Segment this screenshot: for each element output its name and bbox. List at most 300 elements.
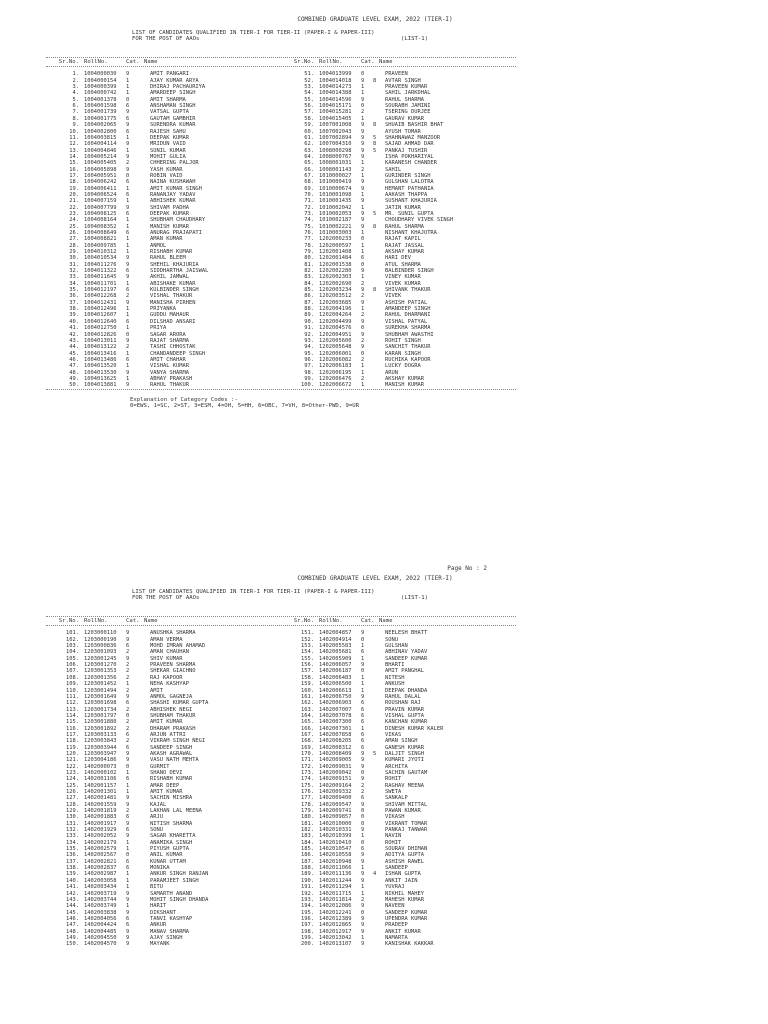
category-code: 9 (361, 776, 365, 783)
candidate-column-right (281, 71, 516, 388)
candidate-name: RISHABH KUMAR (150, 249, 193, 256)
sr-no: 24. (69, 217, 79, 224)
category-code: 1 (126, 90, 130, 97)
sr-no: 64. (304, 153, 314, 160)
candidate-name: NEELESH BHATT (385, 630, 428, 637)
roll-no: 1010000027 (319, 172, 352, 179)
sr-no: 44. (69, 344, 79, 351)
candidate-name: RUCHIKA KAPOOR (385, 356, 431, 363)
category-code: 9 (126, 382, 130, 389)
roll-no: 1004009785 (84, 242, 117, 249)
roll-no: 1202006672 (319, 382, 352, 389)
roll-no: 1004008164 (84, 217, 117, 224)
category-code: 1 (126, 877, 130, 884)
roll-no: 1203001649 (84, 693, 117, 700)
roll-no: 1402006057 (319, 662, 352, 669)
candidate-name: SIDDHARTHA JAISWAL (150, 268, 209, 275)
category-code: 9 (126, 122, 130, 129)
category-code: 1 (126, 77, 130, 84)
sub-category-code: 8 (373, 141, 377, 148)
roll-no: 1203001245 (84, 655, 117, 662)
roll-no: 1402010558 (319, 852, 352, 859)
candidate-name: AMIT KUMAR (150, 719, 183, 726)
category-code: 6 (126, 230, 130, 236)
category-code: 9 (361, 331, 365, 338)
sr-no: 39. (69, 312, 79, 319)
category-code: 9 (126, 757, 130, 764)
bottom-rule (46, 389, 516, 391)
roll-no: 1402009005 (319, 757, 352, 764)
roll-no: 1202004951 (319, 331, 352, 338)
category-code: 0 (361, 820, 365, 827)
roll-no: 1203003947 (84, 750, 117, 757)
roll-no: 1004002800 (84, 128, 117, 135)
category-code: 9 (361, 871, 365, 878)
sr-no: 58. (304, 115, 314, 122)
candidate-name: PIYUSH GUPTA (150, 846, 189, 853)
roll-no: 1004013122 (84, 344, 117, 351)
sr-no: 104. (66, 649, 79, 656)
sr-no: 125. (66, 782, 79, 789)
sr-no: 136. (66, 852, 79, 859)
candidate-name: VIKRANT TOMAR (385, 820, 428, 827)
sr-no: 41. (69, 325, 79, 332)
roll-no: 1402004914 (319, 636, 352, 643)
category-code: 9 (126, 890, 130, 897)
category-code: 2 (126, 160, 130, 167)
category-code: 6 (126, 356, 130, 363)
roll-no: 1004007799 (84, 204, 117, 211)
category-code: 1 (126, 769, 130, 776)
category-code: 9 (361, 662, 365, 669)
category-code: 9 (361, 318, 365, 325)
sr-no: 23. (69, 210, 79, 217)
category-code: 9 (126, 299, 130, 306)
category-code: 9 (126, 255, 130, 262)
candidate-name: KULBINDER SINGH (150, 287, 199, 294)
candidate-name: ASHISH PATIAL (385, 299, 428, 306)
sr-no: 184. (301, 839, 314, 846)
category-code: 1 (361, 84, 365, 91)
roll-no: 1402012086 (319, 903, 352, 910)
category-code: 9 (126, 750, 130, 757)
sr-no: 106. (66, 662, 79, 669)
category-code: 2 (361, 896, 365, 903)
roll-no: 1402009042 (319, 769, 352, 776)
candidate-name: PRAVEEN KUMAR (385, 84, 428, 91)
category-code: 6 (126, 103, 130, 110)
category-code: 2 (126, 808, 130, 815)
sr-no: 51. (304, 71, 314, 78)
sr-no: 72. (304, 204, 314, 211)
roll-no: 1203001270 (84, 662, 117, 669)
sr-no: 187. (301, 858, 314, 865)
roll-no: 1402003744 (84, 896, 117, 903)
exam-title: COMBINED GRADUATE LEVEL EXAM, 2022 (TIER-I) (297, 575, 453, 582)
candidate-name: MANISHA PIRHEN (150, 299, 196, 306)
sr-no: 31. (69, 261, 79, 268)
sr-no: 28. (69, 242, 79, 249)
roll-no: 1004000154 (84, 77, 117, 84)
category-code: 0 (361, 236, 365, 243)
candidate-name: NITESH (385, 674, 405, 681)
candidate-name: AAKASH THAPPA (385, 191, 428, 198)
candidate-name: TSERING DURJEE (385, 109, 431, 116)
candidate-name: GANESH KUMAR (385, 744, 424, 751)
candidate-name: MR. SUNIL GUPTA (385, 210, 434, 217)
candidate-name: ANSHAMAN SINGH (150, 103, 196, 110)
sr-no: 33. (69, 274, 79, 281)
category-code: 1 (126, 236, 130, 243)
sr-no: 152. (301, 636, 314, 643)
sr-no: 19. (69, 185, 79, 192)
category-code: 9 (361, 122, 365, 129)
header-name: Name (379, 59, 393, 66)
candidate-row (46, 382, 281, 388)
roll-no: 1402003058 (84, 877, 117, 884)
candidate-name: GULSHAN LALOTRA (385, 179, 434, 186)
candidate-name: MONIKA (150, 865, 170, 872)
category-code: 1 (126, 84, 130, 91)
candidate-name: KANCHAN KUMAR (385, 719, 428, 726)
roll-no: 1004006242 (84, 179, 117, 186)
sr-no: 109. (66, 681, 79, 688)
category-code: 9 (126, 636, 130, 643)
sr-no: 30. (69, 255, 79, 262)
category-code: 9 (361, 877, 365, 884)
sr-no: 115. (66, 719, 79, 726)
sr-no: 120. (66, 750, 79, 757)
category-code: 9 (126, 795, 130, 802)
roll-no: 1004000399 (84, 84, 117, 91)
category-code: 1 (126, 242, 130, 249)
roll-no: 1202005600 (319, 337, 352, 344)
candidate-name: SHAHNAWAZ MANZOOR (385, 134, 441, 141)
roll-no: 1402002821 (84, 858, 117, 865)
roll-no: 1202002280 (319, 268, 352, 275)
roll-no: 1202001538 (319, 261, 352, 268)
category-code: 9 (361, 96, 365, 103)
candidate-name: SACHIN GAUTAM (385, 769, 428, 776)
candidate-name: AMANDEEP SINGH (385, 306, 431, 313)
candidate-name: CHHERING PALJOR (150, 160, 199, 167)
roll-no: 1402009400 (319, 795, 352, 802)
category-code: 9 (126, 655, 130, 662)
sr-no: 200. (301, 941, 314, 948)
candidate-name: SHIVAM MITTAL (385, 801, 428, 808)
header-name: Name (379, 618, 393, 625)
category-code: 2 (126, 674, 130, 681)
sr-no: 96. (304, 356, 314, 363)
category-code: 9 (361, 185, 365, 192)
candidate-name: SOURABH JAMINI (385, 103, 431, 110)
category-code: 0 (361, 325, 365, 332)
roll-no: 1004015281 (319, 109, 352, 116)
roll-no: 1202000597 (319, 242, 352, 249)
sr-no: 155. (301, 655, 314, 662)
sr-no: 67. (304, 172, 314, 179)
category-code: 2 (361, 166, 365, 173)
roll-no: 1004015405 (319, 115, 352, 122)
roll-no: 1402011294 (319, 884, 352, 891)
candidate-name: DIKSHANT (150, 909, 176, 916)
sr-no: 144. (66, 903, 79, 910)
category-code: 6 (361, 712, 365, 719)
category-code: 2 (126, 668, 130, 675)
category-code: 0 (126, 96, 130, 103)
sr-no: 172. (301, 763, 314, 770)
candidate-name: VIKRAM SINGH NEGI (150, 738, 206, 745)
category-code: 1 (361, 890, 365, 897)
candidate-name: MAYANK (150, 941, 170, 948)
candidate-name: PARAMJEET SINGH (150, 877, 199, 884)
category-code: 9 (361, 693, 365, 700)
sr-no: 198. (301, 928, 314, 935)
sr-no: 143. (66, 896, 79, 903)
candidate-name: KARAN SINGH (385, 350, 421, 357)
roll-no: 1004014596 (319, 96, 352, 103)
sr-no: 52. (304, 77, 314, 84)
roll-no: 1004005951 (84, 172, 117, 179)
sr-no: 107. (66, 668, 79, 675)
candidate-name: AMIT KUMAR (150, 789, 183, 795)
category-code: 0 (361, 71, 365, 78)
header-rollno: RollNo. (319, 618, 343, 625)
category-code: 9 (126, 801, 130, 808)
roll-no: 1010000674 (319, 185, 352, 192)
category-code: 1 (361, 115, 365, 122)
candidate-name: SANDEEP (385, 865, 408, 872)
candidate-name: DHARAM PRAKASH (150, 725, 196, 732)
roll-no: 1203001093 (84, 649, 117, 656)
candidate-name: ROHIT (385, 776, 402, 783)
candidate-name: PRAVIN KUMAR (385, 706, 424, 713)
roll-no: 1203001892 (84, 725, 117, 732)
category-code: 9 (361, 801, 365, 808)
category-code: 9 (361, 210, 365, 217)
candidate-name: ISHA POKHARIYAL (385, 153, 434, 160)
sr-no: 181. (301, 820, 314, 827)
category-code: 2 (126, 725, 130, 732)
roll-no: 1402001301 (84, 789, 117, 795)
category-code: 9 (126, 820, 130, 827)
category-code: 6 (126, 318, 130, 325)
candidate-name: SAMARTH ANAND (150, 890, 193, 897)
category-code: 9 (361, 287, 365, 294)
roll-no: 1402008312 (319, 744, 352, 751)
sr-no: 56. (304, 103, 314, 110)
candidate-name: PRADEEP (385, 922, 408, 929)
header-cat: Cat. (126, 59, 140, 66)
sr-no: 60. (304, 128, 314, 135)
category-code: 1 (126, 185, 130, 192)
sr-no: 50. (69, 382, 79, 389)
candidate-name: AMAN CHAUHAN (150, 649, 189, 656)
candidate-name: RAHUL SHARMA (385, 96, 424, 103)
sr-no: 111. (66, 693, 79, 700)
sr-no: 14. (69, 153, 79, 160)
category-code: 9 (126, 204, 130, 211)
category-code: 9 (361, 128, 365, 135)
roll-no: 1202001408 (319, 249, 352, 256)
roll-no: 1202003512 (319, 293, 352, 300)
candidate-name: TASHI CHHOSTAK (150, 344, 196, 351)
roll-no: 1402010331 (319, 827, 352, 834)
category-code: 2 (126, 649, 130, 656)
candidate-name: ABISHAKE KUMAR (150, 280, 196, 287)
sr-no: 13. (69, 147, 79, 154)
roll-no: 1402001929 (84, 827, 117, 834)
category-code: 6 (126, 128, 130, 135)
roll-no: 1008001143 (319, 166, 352, 173)
category-code: 6 (126, 827, 130, 834)
sr-no: 134. (66, 839, 79, 846)
category-code: 6 (126, 191, 130, 198)
sr-no: 17. (69, 172, 79, 179)
roll-no: 1008000767 (319, 153, 352, 160)
roll-no: 1402007078 (319, 712, 352, 719)
candidate-name: VANYA SHARMA (150, 369, 189, 376)
category-code: 1 (126, 363, 130, 370)
sub-category-code: 5 (373, 210, 377, 217)
sr-no: 76. (304, 230, 314, 236)
sr-no: 88. (304, 306, 314, 313)
candidate-row (46, 941, 281, 947)
sr-no: 112. (66, 700, 79, 707)
roll-no: 1203001452 (84, 681, 117, 688)
category-code: 9 (361, 223, 365, 230)
candidate-name: GURINDER SINGH (385, 172, 431, 179)
category-code: 1 (126, 871, 130, 878)
category-code: 6 (361, 255, 365, 262)
roll-no: 1004010534 (84, 255, 117, 262)
roll-no: 1402012865 (319, 922, 352, 929)
category-code: 6 (361, 649, 365, 656)
sr-no: 137. (66, 858, 79, 865)
category-code: 6 (361, 795, 365, 802)
sr-no: 168. (301, 738, 314, 745)
sr-no: 176. (301, 789, 314, 795)
list-number: (LIST-1) (401, 595, 428, 602)
roll-no: 1004003815 (84, 134, 117, 141)
roll-no: 1402005583 (319, 643, 352, 650)
sr-no: 18. (69, 179, 79, 186)
sr-no: 91. (304, 325, 314, 332)
candidate-name: SANDEEP KUMAR (385, 655, 428, 662)
category-code: 1 (361, 934, 365, 941)
sr-no: 87. (304, 299, 314, 306)
sr-no: 114. (66, 712, 79, 719)
category-code: 6 (126, 776, 130, 783)
category-code: 9 (361, 141, 365, 148)
sr-no: 124. (66, 776, 79, 783)
sr-no: 149. (66, 934, 79, 941)
sr-no: 71. (304, 198, 314, 205)
category-code: 1 (126, 789, 130, 795)
category-code: 9 (126, 909, 130, 916)
candidate-name: RAJ KAPOOR (150, 674, 183, 681)
header-rollno: RollNo. (319, 59, 343, 66)
sr-no: 97. (304, 363, 314, 370)
candidate-name: ANKUR SINGH RANJAN (150, 871, 209, 878)
sr-no: 179. (301, 808, 314, 815)
category-code: 6 (126, 268, 130, 275)
category-code: 2 (126, 687, 130, 694)
category-code: 6 (126, 643, 130, 650)
candidate-name: AJAY KUMAR ARYA (150, 77, 199, 84)
sr-no: 135. (66, 846, 79, 853)
candidate-name: RANANJAY YADAV (150, 191, 196, 198)
candidate-row (281, 941, 516, 947)
roll-no: 1203001353 (84, 668, 117, 675)
candidate-name: RAGHAV MEENA (385, 782, 424, 789)
candidate-name: ARCHITA (385, 763, 408, 770)
candidate-name: YUVRAJ (385, 884, 405, 891)
category-code: 1 (126, 312, 130, 319)
sr-no: 40. (69, 318, 79, 325)
roll-no: 1004013999 (319, 71, 352, 78)
candidate-name: ANMOL (150, 242, 167, 249)
sr-no: 29. (69, 249, 79, 256)
sr-no: 117. (66, 731, 79, 738)
sr-no: 6. (72, 103, 79, 110)
candidate-name: SAGAR KHARETTA (150, 833, 196, 840)
category-code: 0 (361, 839, 365, 846)
roll-no: 1010002221 (319, 223, 352, 230)
roll-no: 1004001739 (84, 109, 117, 116)
candidate-name: GAURAV KUMAR (385, 115, 424, 122)
category-code: 9 (126, 274, 130, 281)
roll-no: 1007004310 (319, 141, 352, 148)
candidate-name: BITU (150, 884, 163, 891)
category-code: 1 (361, 306, 365, 313)
category-code: 6 (126, 922, 130, 929)
roll-no: 1402006187 (319, 668, 352, 675)
category-code: 9 (361, 630, 365, 637)
candidate-name: ANKUR (150, 922, 167, 929)
category-code: 9 (361, 217, 365, 224)
sr-no: 128. (66, 801, 79, 808)
candidate-name: MAHESH KUMAR (385, 896, 424, 903)
candidate-name: HEMANT PATHANIA (385, 185, 434, 192)
sr-no: 167. (301, 731, 314, 738)
roll-no: 1402005681 (319, 649, 352, 656)
candidate-name: RAHUL SHARMA (385, 223, 424, 230)
category-code: 2 (361, 356, 365, 363)
sr-no: 82. (304, 268, 314, 275)
sr-no: 182. (301, 827, 314, 834)
post-label: FOR THE POST OF AAOs (132, 595, 200, 602)
roll-no: 1402004485 (84, 928, 117, 935)
category-code: 0 (361, 814, 365, 821)
candidate-name: AMAN KUMAR (150, 236, 183, 243)
candidate-name: SOURAV DHIMAN (385, 846, 428, 853)
sr-no: 150. (66, 941, 79, 948)
sr-no: 129. (66, 808, 79, 815)
sr-no: 185. (301, 846, 314, 853)
roll-no: 1010002187 (319, 217, 352, 224)
category-code: 9 (126, 109, 130, 116)
roll-no: 1202006001 (319, 350, 352, 357)
roll-no: 1402011244 (319, 877, 352, 884)
sr-no: 133. (66, 833, 79, 840)
roll-no: 1402013042 (319, 934, 352, 941)
sr-no: 22. (69, 204, 79, 211)
candidate-name: ANMOL GAGNEJA (150, 693, 193, 700)
sr-no: 175. (301, 782, 314, 789)
candidate-name: VASU NATH MEHTA (150, 757, 199, 764)
category-code: 9 (126, 928, 130, 935)
